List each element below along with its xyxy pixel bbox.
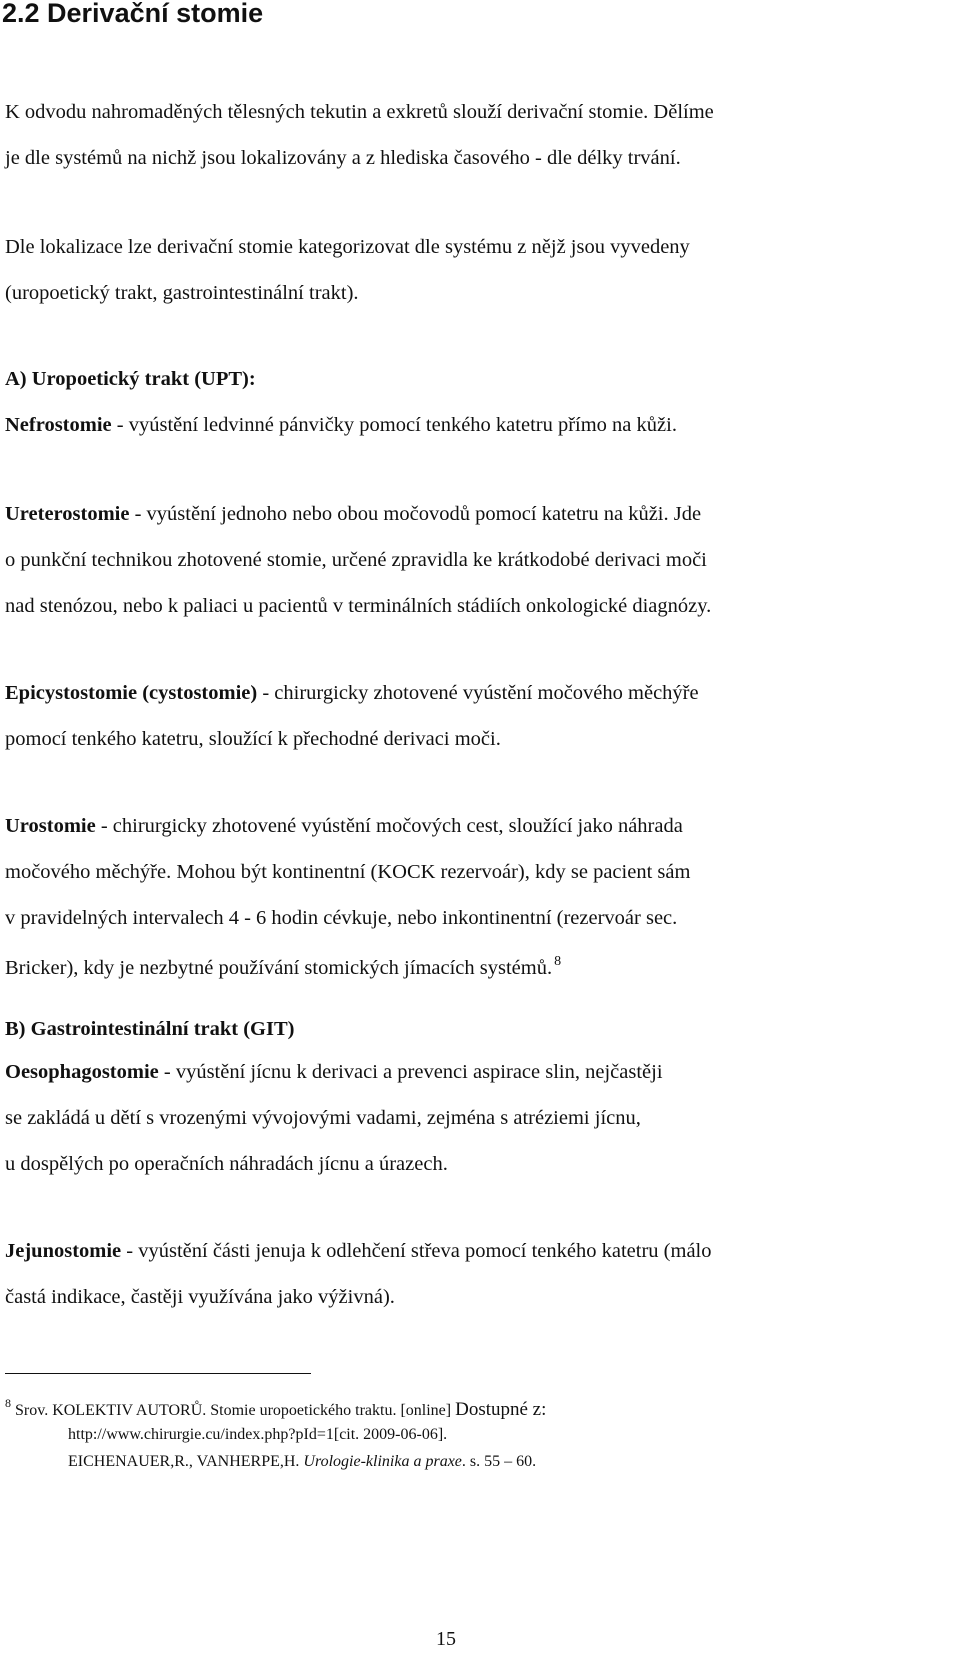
jejunostomie-term: Jejunostomie — [5, 1240, 122, 1262]
urostomie-line-2: močového měchýře. Mohou být kontinentní (KOCK rezervoár), kdy se pacient sám — [5, 861, 691, 883]
nefrostomie-paragraph — [5, 413, 677, 437]
location-line-1: Dle lokalizace lze derivační stomie kategorizovat dle systému z nějž jsou vyvedeny — [5, 236, 690, 258]
nefrostomie-text: - vyústění ledvinné pánvičky pomocí tenkého katetru přímo na kůži. — [111, 414, 677, 436]
oesophagostomie-line-2: se zakládá u dětí s vrozenými vývojovými vadami, zejména s atréziemi jícnu, — [5, 1107, 641, 1129]
epicystostomie-line-2: pomocí tenkého katetru, sloužící k přechodné derivaci moči. — [5, 728, 501, 750]
footnote-authors: EICHENAUER,R., VANHERPE,H. — [68, 1453, 304, 1470]
page-number: 15 — [436, 1628, 456, 1650]
intro-line-2: je dle systémů na nichž jsou lokalizovány a z hlediska časového - dle délky trvání. — [5, 147, 681, 169]
section-heading: 2.2 Derivační stomie — [2, 0, 264, 28]
location-line-2: (uropoetický trakt, gastrointestinální trakt). — [5, 282, 359, 304]
footnote-url[interactable]: http://www.chirurgie.cu/index.php?pId=1[cit. 2009-06-06]. — [68, 1426, 448, 1443]
oesophagostomie-line-1 — [5, 1060, 663, 1084]
footnote-number: 8 — [5, 1396, 11, 1410]
ureterostomie-text-1: - vyústění jednoho nebo obou močovodů pomocí katetru na kůži. Jde — [129, 503, 702, 525]
urostomie-line-4 — [5, 950, 561, 980]
jejunostomie-line-2: častá indikace, častěji využívána jako výživná). — [5, 1286, 395, 1308]
intro-line-1: K odvodu nahromaděných tělesných tekutin a exkretů slouží derivační stomie. Dělíme — [5, 101, 714, 123]
ureterostomie-term: Ureterostomie — [5, 503, 130, 525]
epicystostomie-line-1 — [5, 681, 699, 705]
urostomie-term: Urostomie — [5, 815, 96, 837]
footnote-divider — [5, 1373, 311, 1374]
urostomie-text-4: Bricker), kdy je nezbytné používání stomických jímacích systémů. — [5, 957, 553, 979]
urostomie-line-1 — [5, 814, 683, 838]
footnote-line-3 — [68, 1453, 536, 1471]
jejunostomie-line-1 — [5, 1239, 711, 1263]
urostomie-line-3: v pravidelných intervalech 4 - 6 hodin cévkuje, nebo inkontinentní (rezervoár sec. — [5, 907, 678, 929]
ureterostomie-line-3: nad stenózou, nebo k paliaci u pacientů v terminálních stádiích onkologické diagnózy. — [5, 595, 712, 617]
oesophagostomie-text-1: - vyústění jícnu k derivaci a prevenci aspirace slin, nejčastěji — [158, 1061, 663, 1083]
section-a-title: A) Uropoetický trakt (UPT): — [5, 368, 256, 390]
footnote-book-title: Urologie-klinika a praxe — [303, 1453, 462, 1470]
jejunostomie-text-1: - vyústění části jenuja k odlehčení střeva pomocí tenkého katetru (málo — [121, 1240, 712, 1262]
ureterostomie-line-2: o punkční technikou zhotovené stomie, určené zpravidla ke krátkodobé derivaci moči — [5, 549, 707, 571]
epicystostomie-text-1: - chirurgicky zhotovené vyústění močového měchýře — [257, 682, 699, 704]
footnote-reference: 8 — [554, 954, 562, 969]
urostomie-text-1: - chirurgicky zhotovené vyústění močových cest, sloužící jako náhrada — [95, 815, 683, 837]
footnote-citation-1: Srov. KOLEKTIV AUTORŮ. Stomie uropoetického traktu. [online] — [15, 1402, 456, 1419]
oesophagostomie-term: Oesophagostomie — [5, 1061, 159, 1083]
nefrostomie-term: Nefrostomie — [5, 414, 112, 436]
footnote-available-label: Dostupné z: — [455, 1399, 547, 1420]
footnote-pages: . s. 55 – 60. — [461, 1453, 537, 1470]
ureterostomie-line-1 — [5, 502, 701, 526]
section-b-title: B) Gastrointestinální trakt (GIT) — [5, 1018, 295, 1040]
footnote-line-1 — [5, 1396, 546, 1421]
oesophagostomie-line-3: u dospělých po operačních náhradách jícnu a úrazech. — [5, 1153, 448, 1175]
epicystostomie-term: Epicystostomie (cystostomie) — [5, 682, 258, 704]
